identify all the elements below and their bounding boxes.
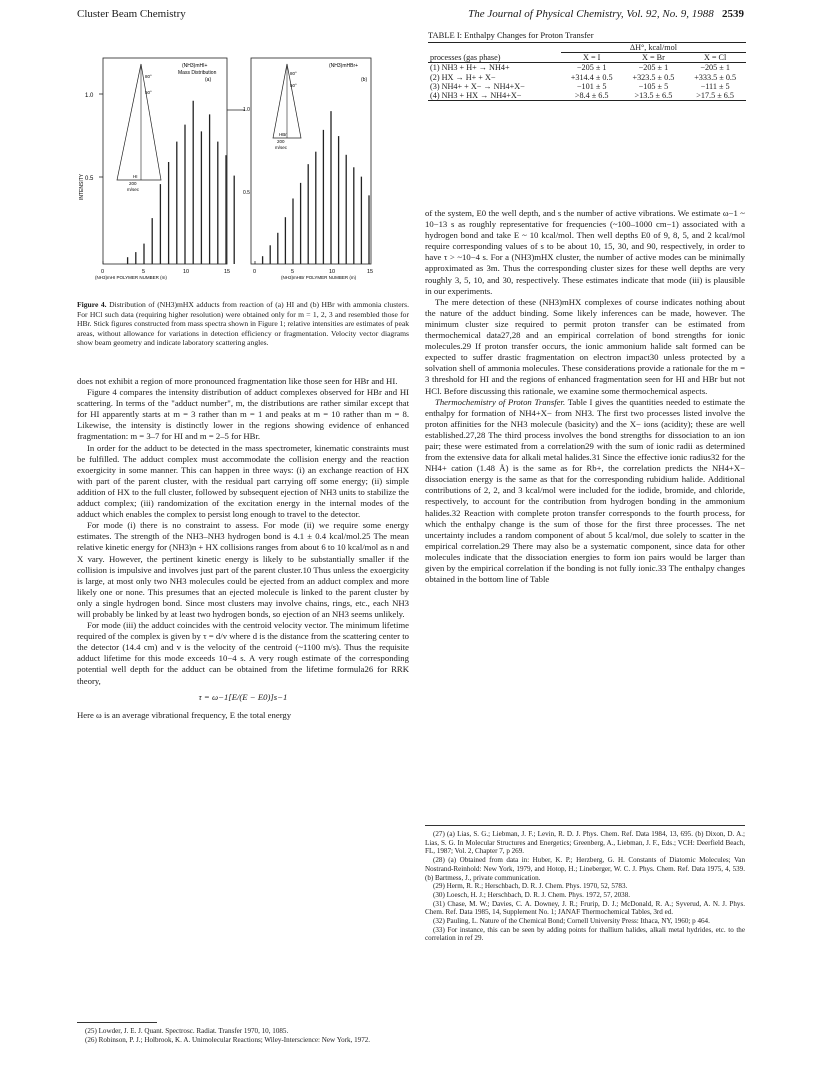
paragraph-text: Table I gives the quantities needed to estimate the enthalpy for formation of NH4+X− from NH3. The first two processes listed involve the proton affinities for the NH3 molecule (basicity) and the X− ions (acidity); these are well established.27,28 The third process involves the bond strengths for dissociation to an ion pair; these were estimated from a correlation29 with the sum of ionic radii as determined from the extensive data for alkali metal halides.31 Since the effective ionic radius32 for the NH4+ cation (1.48 Å) is the same as for Rb+, the correlation predicts the NH4+X− dissociation energy is the same as that for the corresponding rubidium halide. Additional contributions of 2, 2, and 3 kcal/mol were included for the iodide, bromide, and chloride, respectively, to account for the contribution from hydrogen bonding in the ammonium halides.32 Reaction with complete proton transfer corresponds to the fourth process, for which the enthalpy change is the sum of those for the first three processes. The net uncertainty includes a random component of about 5 kcal/mol, due solely to scatter in the empirical correlation.29 There may also be a systematic component, since data for other molecules indicate that the dissociation energies to form ion pairs would be larger than given by the empirical correlation if the bonding is not fully ionic.33 The enthalpy changes obtained in the bottom line of Table <box>425 396 745 585</box>
panel-a-sketch-unit: m/sec <box>127 187 140 192</box>
left-column <box>77 376 409 721</box>
table-row <box>428 73 746 82</box>
panel-a-angle-1: 80° <box>145 74 152 79</box>
panel-a-x-tick-label: 10 <box>183 269 190 275</box>
enthalpy-table <box>428 42 746 101</box>
panel-b-xlabel: (NH3)mHBr POLYMER NUMBER (m) <box>281 275 357 280</box>
panel-a-angle-2: 50° <box>145 90 152 95</box>
table-row <box>428 91 746 101</box>
paragraph: of the system, E0 the well depth, and s the number of active vibrations. We estimate ω−1 ~ 10−13 s as roughly representative for frequencies (~100–1000 cm−1) associated with a hydrogen bond and take E ~ 10 kcal/mol. Then well depths E0 of 9, 8, 5, and 2 kcal/mol require corresponding values of s to be about 10, 15, 30, and 90, respectively, in order to have τ > ~10−4 s. For a (NH3)mHX cluster, the number of active modes can be minimally approximated as 3m. Thus the corresponding cluster sizes for these well depths are very roughly 3, 5, 10, and 30, respectively. These estimates indicate that mode (iii) is plausible in our experiments. <box>425 208 745 296</box>
panel-b-y-tick-0-5: 0.5 <box>243 190 250 196</box>
paragraph: For mode (iii) the adduct coincides with the centroid velocity vector. The minimum lifetime required of the complex is given by τ = d/v where d is the distance from the scattering center to the detector (14.4 cm) and v is the velocity of the centroid (~1100 m/s). Thus the requisite adduct lifetime for this mode exceeds 10−4 s. A very rough estimate of the corresponding potential well depth for the adduct can be obtained from the lifetime formula26 for RRK theory, <box>77 620 409 686</box>
page-number: 2539 <box>722 8 744 20</box>
table-cell: +314.4 ± 0.5 <box>570 72 613 82</box>
equation: τ = ω−1[E/(E − E0)]s−1 <box>198 691 288 702</box>
table-unit-header: ΔH°, kcal/mol <box>561 43 746 53</box>
footnote: (29) Herm, R. R.; Herschbach, D. R. J. Chem. Phys. 1970, 52, 5783. <box>433 882 628 891</box>
table-cell: −205 ± 1 <box>638 63 669 73</box>
figure-panel-b <box>251 58 373 275</box>
table-cell: +333.5 ± 0.5 <box>694 72 737 82</box>
paragraph <box>425 397 745 586</box>
table-row <box>428 63 746 73</box>
table-cell: >13.5 ± 6.5 <box>634 91 673 101</box>
table-header: X = Br <box>642 53 665 63</box>
caption-label: Figure 4. <box>77 300 107 309</box>
y-axis-label: INTENSITY <box>79 173 85 200</box>
footnote: (26) Robinson, P. J.; Holbrook, K. A. Unimolecular Reactions; Wiley-Interscience: New York, 1972. <box>85 1035 371 1044</box>
panel-a-species: (NH3)mHI+ <box>182 63 208 69</box>
table-cell: >17.5 ± 6.5 <box>696 91 735 101</box>
table-cell: −111 ± 5 <box>700 81 730 91</box>
footnote-rule <box>77 1022 157 1023</box>
paragraph: In order for the adduct to be detected in the mass spectrometer, kinematic constraints must be fulfilled. The adduct complex must accommodate the collision energy and the reaction exoergicity in some manner. This can happen in three ways: (i) an exchange reaction of HX with part of the parent cluster, with the residual part carrying off some energy; (ii) simple addition of HX to the full cluster, followed by subsequent ejection of NH3 units to stabilize the adduct complex; (iii) randomization of the excitation energy in the internal modes of the adduct which enables the complex to persist long enough to travel to the detector. <box>77 442 409 520</box>
panel-b-angle-1: 80° <box>290 71 297 76</box>
panel-b-x-tick-label: 10 <box>329 269 336 275</box>
table-cell: (3) NH4+ + X− → NH4+X− <box>430 81 525 91</box>
panel-b-y-tick-1-0: 1.0 <box>243 107 250 113</box>
panel-a-label: (a) <box>205 77 212 83</box>
figure-panel-a <box>101 58 245 275</box>
panel-b-frame <box>251 58 371 264</box>
table-header: processes (gas phase) <box>430 52 501 62</box>
footnote: (31) Chase, M. W.; Davies, C. A. Downey, J. R.; Frurip, D. J.; McDonald, R. A.; Syverud, A. N. J. Phys. Chem. Ref. Data 1985, 14, Supplement No. 1; JANAF Thermochemical Tables, 3rd ed. <box>425 899 745 917</box>
paragraph: For mode (i) there is no constraint to assess. For mode (ii) we require some energy estimates. The strength of the NH3–NH3 hydrogen bond is 4.1 ± 0.4 kcal/mol.25 The mean relative kinetic energy for (NH3)n + HX collisions ranges from about 6 to 10 kcal/mol as n and X vary. However, the pertinent kinetic energy is likely to be substantially smaller if the collision is impulsive and involves just part of the parent cluster.10 Thus unless the exoergicity is large, at most only two NH3 molecules could be ejected from an adduct complex and more likely one or none. This presumes that an ejected molecule is linked to the parent cluster by only a single hydrogen bond. Since most clusters may involve chains, rings, etc., each NH3 will probably be linked by at least two hydrogen bonds, so ejection of an NH3 seems unlikely. <box>77 520 409 619</box>
table-cell: +323.5 ± 0.5 <box>632 72 675 82</box>
footnote: (33) For instance, this can be seen by adding points for thallium halides, alkali metal hydrides, etc. to the correlation in ref 29. <box>425 925 745 943</box>
panel-a-velocity-diagram <box>117 64 161 180</box>
paragraph: Figure 4 compares the intensity distribution of adduct complexes observed for HBr and HI scattering. In terms of the "adduct number", m, the distributions are rather similar except that for HI apparently starts at m = 3 rather than m = 1 and peaks at m = 10 rather than m = 8. Likewise, the intensity is distinctly lower in the regions showing evidence of enhanced fragmentation: m = 3–7 for HI and m = 2–5 for HBr. <box>77 387 409 442</box>
paragraph: does not exhibit a region of more pronounced fragmentation like those seen for HBr and HI. <box>77 376 398 386</box>
table-cell: (1) NH3 + H+ → NH4+ <box>430 63 510 73</box>
table-title: TABLE I: Enthalpy Changes for Proton Transfer <box>428 30 594 40</box>
panel-a-sketch-speed: 200 <box>129 181 137 186</box>
panel-b-x-tick-label: 5 <box>291 269 295 275</box>
table-row <box>428 82 746 91</box>
panel-b-label: (b) <box>361 77 368 83</box>
figure-4 <box>77 50 377 290</box>
panel-b-x-tick-label: 0 <box>253 269 257 275</box>
table-cell: >8.4 ± 6.5 <box>574 91 609 101</box>
footnotes-left <box>77 1027 409 1044</box>
panel-b-x-tick-label: 15 <box>367 269 374 275</box>
table-cell: −205 ± 1 <box>576 63 607 73</box>
journal-citation: The Journal of Physical Chemistry, Vol. 92, No. 9, 1988 <box>468 8 714 20</box>
paragraph: Here ω is an average vibrational frequency, E the total energy <box>77 709 292 720</box>
table-cell: −105 ± 5 <box>638 81 669 91</box>
footnote: (28) (a) Obtained from data in: Huber, K. P.; Herzberg, G. H. Constants of Diatomic Molecules; Van Nostrand-Reinhold: New York, 1979, and Hotop, H.; Lineberger, W. C. J. Phys. Chem. Ref. Data 1975, 4, 539. (b) Bartmess, J., private communication. <box>425 856 745 882</box>
panel-a-subtitle: Mass Distribution <box>178 70 217 76</box>
paragraph: The mere detection of these (NH3)mHX complexes of course indicates nothing about the nature of the adduct binding. Some likely inferences can be made, however. The minimum cluster size required to permit proton transfer can be estimated from thermochemical data27,28 and an empirical correlation of bond strengths for ionic molecules.29 If proton transfer occurs, the ionic ammonium halide salt formed can be expected to suffer drastic fragmentation on electron impact30 unless protected by a solvation shell of ammonia molecules. These considerations provide a rationale for the m = 3 threshold for HI and the regions of enhanced fragmentation seen for HI and HBr but not HCl. Before discussing this rationale, we examine some thermochemical aspects. <box>425 296 745 396</box>
figure-caption <box>77 300 409 348</box>
table-header: X = Cl <box>703 53 727 63</box>
panel-a-frame <box>103 58 227 264</box>
footnote: (25) Lowder, J. E. J. Quant. Spectrosc. Radiat. Transfer 1970, 10, 1085. <box>85 1027 289 1035</box>
footnote-rule <box>425 825 745 826</box>
panel-a-xlabel: (NH3)mHI POLYMER NUMBER (m) <box>95 275 167 280</box>
table-cell: −101 ± 5 <box>576 81 607 91</box>
panel-b-angle-2: 50° <box>290 83 297 88</box>
panel-b-sketch-speed: 200 <box>277 139 285 144</box>
footnotes-right <box>425 830 745 943</box>
table-header: X = I <box>583 53 601 63</box>
panel-a-x-tick-label: 0 <box>101 269 105 275</box>
footnote: (30) Loesch, H. J.; Herschbach, D. R. J. Chem. Phys. 1972, 57, 2038. <box>433 890 631 899</box>
table-cell: (2) HX → H+ + X− <box>430 72 496 82</box>
panel-b-sketch-label: HBr <box>279 132 287 137</box>
footnote: (32) Pauling, L. Nature of the Chemical Bond; Cornell University Press: Ithaca, NY, 1960; p 464. <box>433 917 710 926</box>
y-tick-0-5: 0.5 <box>85 176 94 182</box>
running-header-right <box>414 8 744 20</box>
panel-b-sketch-unit: m/sec <box>275 145 288 150</box>
panel-a-x-tick-label: 5 <box>142 269 146 275</box>
running-header-left: Cluster Beam Chemistry <box>77 8 186 20</box>
panel-a-x-tick-label: 15 <box>224 269 231 275</box>
panel-a-sketch-label: HI <box>133 174 138 179</box>
section-heading: Thermochemistry of Proton Transfer. <box>435 396 566 407</box>
right-column <box>425 208 745 585</box>
table-cell: −205 ± 1 <box>700 63 730 73</box>
y-tick-1-0: 1.0 <box>85 93 94 99</box>
caption-text: Distribution of (NH3)mHX adducts from reaction of (a) HI and (b) HBr with ammonia clusters. For HCl such data (requiring higher resolution) were obtained only for m = 1, 2, 3 and resembled those for HBr. Stick figures constructed from mass spectra shown in Figure 1; relative intensities are estimates of peak areas, without allowance for variations in detection efficiency or fragmentation. Velocity vector diagrams show beam geometry and indicate laboratory scattering angles. <box>77 300 410 348</box>
footnote: (27) (a) Lias, S. G.; Liebman, J. F.; Levin, R. D. J. Phys. Chem. Ref. Data 1984, 13, 695. (b) Dixon, D. A.; Lias, S. G. In Molecular Structures and Energetics; Greenberg, A., Liebman, J. F., Eds.; VCH: Deerfield Beach, FL, 1987; Vol. 2, Chapter 7, p 269. <box>425 830 745 856</box>
table-cell: (4) NH3 + HX → NH4+X− <box>430 91 522 101</box>
panel-b-species: (NH3)mHBr+ <box>329 63 359 69</box>
